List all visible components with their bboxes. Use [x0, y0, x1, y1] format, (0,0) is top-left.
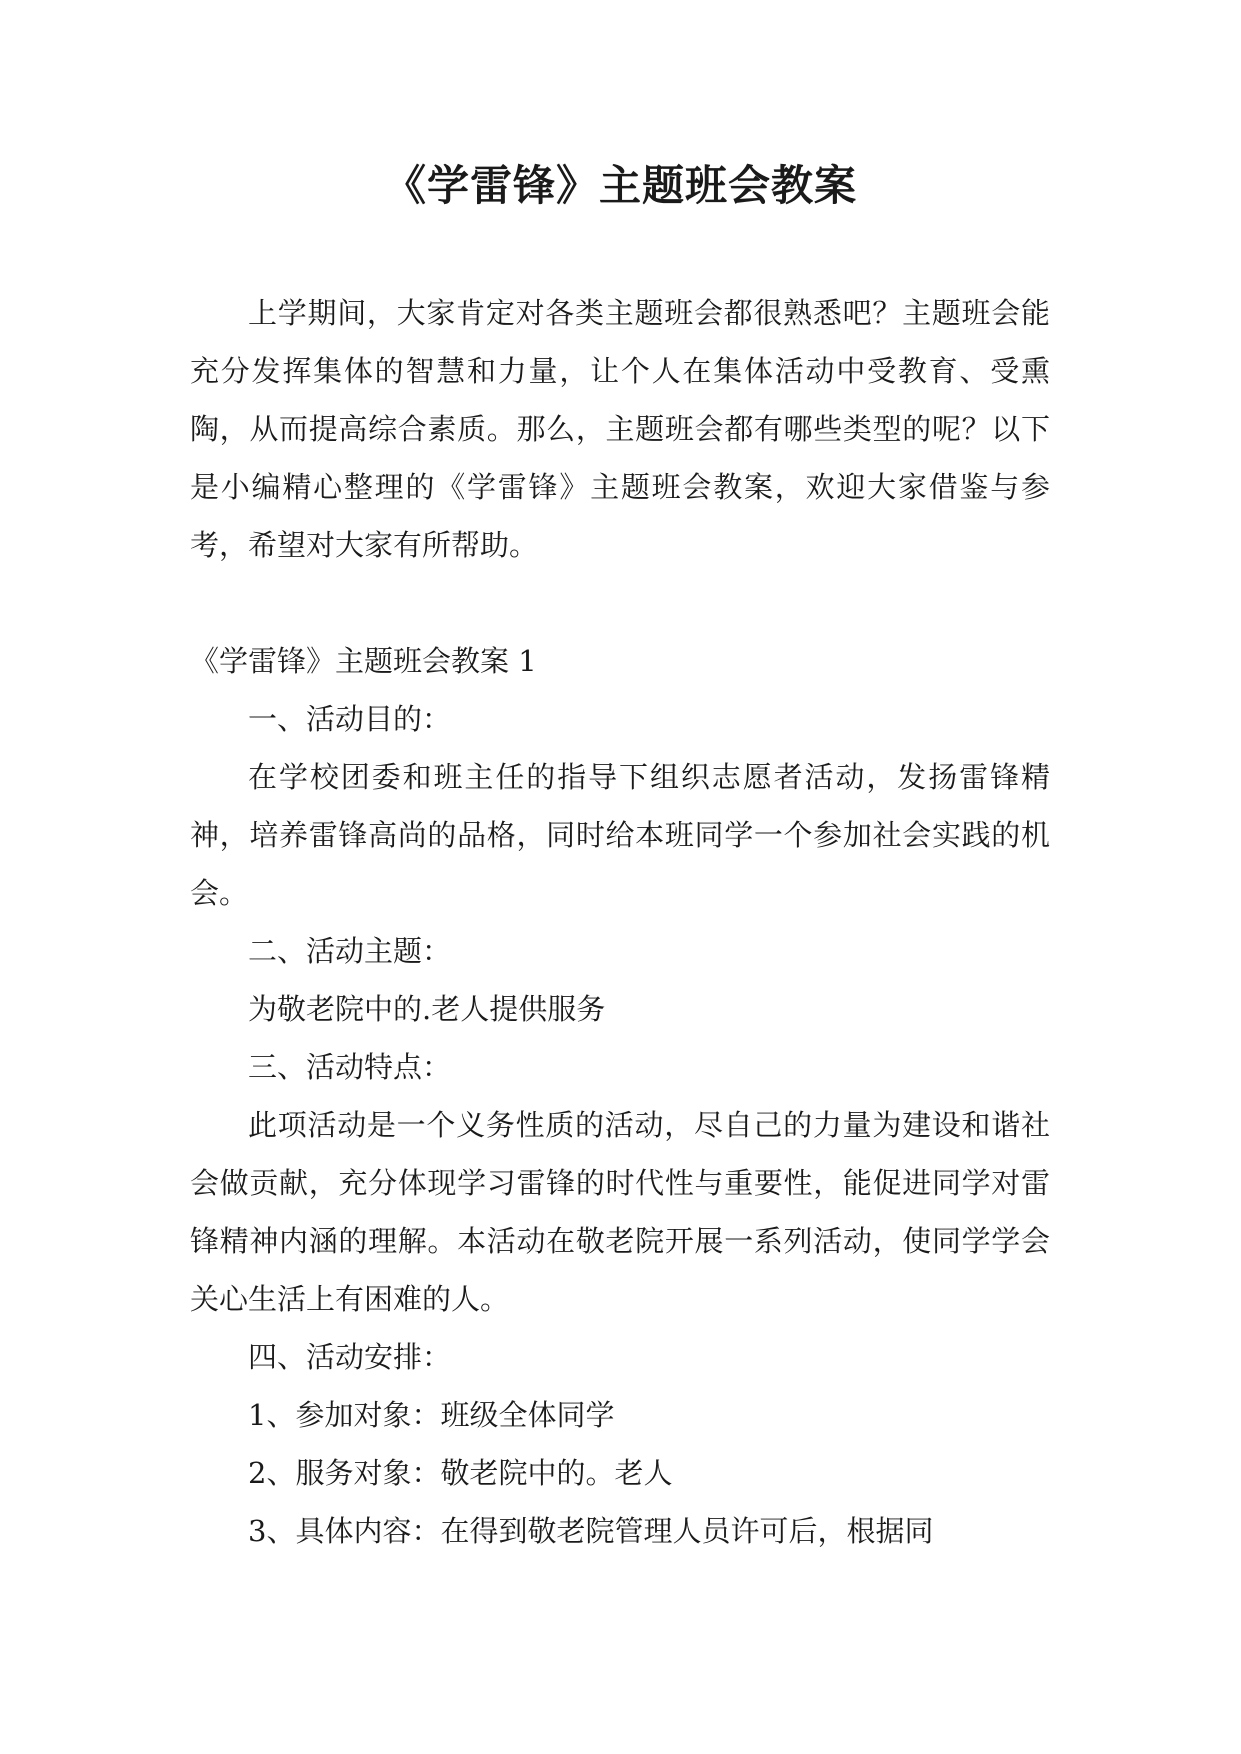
- document-title: 《学雷锋》主题班会教案: [383, 161, 857, 210]
- heading-activity-theme: 二、活动主题：: [248, 934, 452, 968]
- paragraph-gap: [190, 574, 1050, 632]
- heading-activity-features: 三、活动特点：: [248, 1050, 452, 1084]
- list-item-service-targets: 2、服务对象：敬老院中的。老人: [248, 1456, 673, 1490]
- heading-activity-purpose: 一、活动目的：: [248, 702, 452, 736]
- list-item-participants: 1、参加对象：班级全体同学: [248, 1398, 615, 1432]
- paragraph-activity-purpose: 在学校团委和班主任的指导下组织志愿者活动，发扬雷锋精神，培养雷锋高尚的品格，同时给本班同学一个参加社会实践的机会。: [190, 760, 1050, 910]
- document-body: [190, 284, 1050, 1560]
- paragraph-activity-features: 此项活动是一个义务性质的活动，尽自己的力量为建设和谐社会做贡献，充分体现学习雷锋的时代性与重要性，能促进同学对雷锋精神内涵的理解。本活动在敬老院开展一系列活动，使同学学会关心生活上有困难的人。: [190, 1108, 1050, 1316]
- intro-paragraph: 上学期间，大家肯定对各类主题班会都很熟悉吧？主题班会能充分发挥集体的智慧和力量，让个人在集体活动中受教育、受熏陶，从而提高综合素质。那么，主题班会都有哪些类型的呢？以下是小编精心整理的《学雷锋》主题班会教案，欢迎大家借鉴与参考，希望对大家有所帮助。: [190, 296, 1050, 562]
- list-item-specific-content: 3、具体内容：在得到敬老院管理人员许可后，根据同: [248, 1514, 934, 1548]
- section-heading: 《学雷锋》主题班会教案 1: [190, 644, 537, 678]
- heading-activity-arrangement: 四、活动安排：: [248, 1340, 452, 1374]
- paragraph-activity-theme: 为敬老院中的.老人提供服务: [248, 992, 606, 1026]
